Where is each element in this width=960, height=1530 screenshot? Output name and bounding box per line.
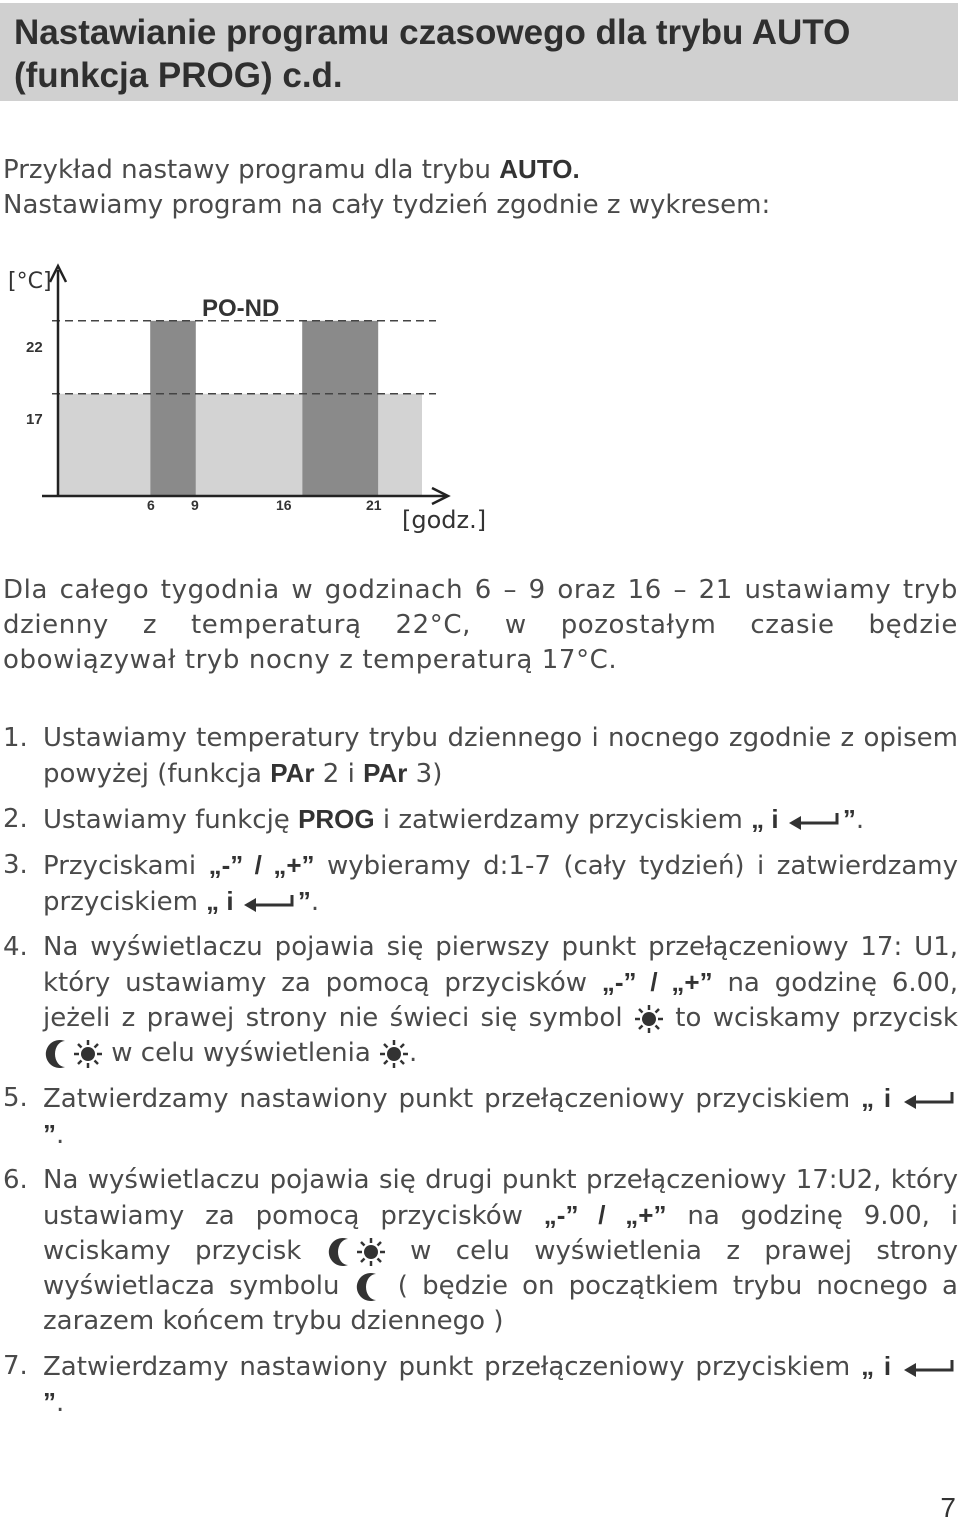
step-2 — [3, 802, 958, 838]
step-text: . — [56, 1120, 65, 1150]
x-tick-16: 16 — [276, 497, 292, 513]
step-text: Ustawiamy temperatury trybu dziennego i nocnego zgodnie z opisem powyżej (funkcja — [43, 723, 958, 789]
step-text: . — [409, 1038, 418, 1068]
step-text: to wciskamy przycisk — [663, 1003, 958, 1033]
step-text: Ustawiamy funkcję — [43, 805, 299, 835]
header-title-line2: (funkcja PROG) c.d. — [14, 56, 343, 95]
step-number: 2. — [3, 804, 28, 834]
intro-line1-text: Przykład nastawy programu dla trybu — [3, 155, 500, 185]
step-number: 1. — [3, 723, 28, 753]
schedule-chart — [0, 252, 500, 542]
page-number: 7 — [940, 1492, 956, 1523]
step-text: 2 i — [314, 759, 364, 789]
step-number: 7. — [3, 1351, 28, 1381]
step-text: na godzinę 6.00, jeżeli z prawej strony nie świeci się symbol — [43, 968, 959, 1033]
step-4 — [3, 930, 958, 1071]
plus-minus-buttons: „-” / „+” — [601, 967, 713, 997]
intro-line1-bold: AUTO. — [499, 154, 580, 184]
enter-arrow-icon — [787, 811, 843, 831]
step-text: Przyciskami — [43, 851, 209, 881]
sun-icon — [73, 1039, 103, 1069]
enter-arrow-icon — [902, 1358, 958, 1378]
x-axis-label: [godz.] — [402, 506, 487, 534]
step-text: . — [855, 805, 865, 835]
step-text: . — [310, 887, 320, 917]
sun-icon — [379, 1039, 409, 1069]
x-tick-9: 9 — [191, 497, 199, 513]
segment-day-3 — [302, 321, 378, 496]
step-text: i zatwierdzamy przyciskiem — [374, 805, 752, 835]
step-text: Zatwierdzamy nastawiony punkt przełączeniowy przyciskiem — [43, 1352, 862, 1382]
segment-night-4 — [378, 394, 422, 496]
intro-text — [3, 152, 953, 223]
step-text: Na wyświetlaczu pojawia się drugi punkt przełączeniowy 17:U2, który ustawiamy za pomocą przycisków — [43, 1165, 958, 1231]
step-1 — [3, 721, 958, 792]
step-bold: PAr — [270, 758, 315, 788]
step-text: ( będzie on początkiem trybu nocnego a zarazem końcem trybu dziennego ) — [43, 1271, 958, 1336]
chart-title: PO-ND — [202, 295, 280, 322]
moon-icon — [326, 1237, 356, 1267]
step-text: 3) — [407, 759, 443, 789]
plus-minus-buttons: „-” / „+” — [543, 1200, 667, 1230]
step-text: wybieramy d:1-7 (cały tydzień) i zatwierdzamy przyciskiem — [43, 851, 959, 917]
quote-open: „ i — [206, 886, 234, 916]
step-number: 3. — [3, 850, 28, 880]
header-title-line1: Nastawianie programu czasowego dla trybu AUTO — [14, 13, 851, 52]
step-text: . — [56, 1388, 65, 1418]
y-tick-22: 22 — [26, 339, 43, 356]
plus-minus-buttons: „-” / „+” — [208, 850, 315, 880]
step-number: 6. — [3, 1165, 28, 1195]
x-tick-6: 6 — [147, 497, 155, 513]
quote-close: ” — [43, 1387, 56, 1417]
intro-line2: Nastawiamy program na cały tydzień zgodnie z wykresem: — [3, 190, 771, 220]
step-bold: PAr — [363, 758, 408, 788]
quote-open: „ i — [751, 804, 779, 834]
section-header — [0, 3, 958, 101]
quote-close: ” — [842, 804, 856, 834]
segment-night-0 — [59, 394, 150, 496]
moon-icon — [43, 1039, 73, 1069]
enter-arrow-icon — [902, 1090, 958, 1110]
y-tick-17: 17 — [26, 411, 43, 428]
sun-icon — [634, 1004, 664, 1034]
enter-arrow-icon — [242, 893, 298, 913]
step-3 — [3, 848, 958, 920]
x-tick-21: 21 — [366, 497, 382, 513]
quote-open: „ i — [861, 1083, 892, 1113]
intro-line1 — [3, 152, 953, 188]
quote-close: ” — [297, 886, 311, 916]
step-6 — [3, 1163, 958, 1339]
moon-icon — [354, 1272, 384, 1302]
segment-night-2 — [196, 394, 302, 496]
step-7 — [3, 1349, 958, 1421]
step-number: 4. — [3, 932, 28, 962]
step-number: 5. — [3, 1083, 28, 1113]
step-bold: PROG — [298, 804, 375, 834]
quote-open: „ i — [861, 1351, 892, 1381]
step-text: na godzinę 9.00, i wciskamy przycisk — [43, 1201, 958, 1266]
step-text: Zatwierdzamy nastawiony punkt przełączeniowy przyciskiem — [43, 1084, 862, 1114]
step-text: w celu wyświetlenia — [103, 1038, 380, 1068]
quote-close: ” — [43, 1119, 56, 1149]
sun-icon — [356, 1237, 386, 1267]
step-text: w celu wyświetlenia z prawej strony wyświetlacza symbolu — [43, 1236, 959, 1301]
steps-list — [3, 721, 958, 1431]
description-paragraph: Dla całego tygodnia w godzinach 6 – 9 oraz 16 – 21 ustawiamy tryb dzienny z temperaturą 22°C, w pozostałym czasie będzie obowiązywał tryb nocny z temperaturą 17°C. — [3, 575, 958, 675]
y-axis-label: [°C] — [8, 269, 52, 294]
plot-area — [52, 321, 436, 496]
step-5 — [3, 1081, 958, 1153]
step-text: Na wyświetlaczu pojawia się pierwszy punkt przełączeniowy 17: U1, który ustawiamy za pomocą przycisków — [43, 932, 958, 998]
segment-day-1 — [150, 321, 196, 496]
